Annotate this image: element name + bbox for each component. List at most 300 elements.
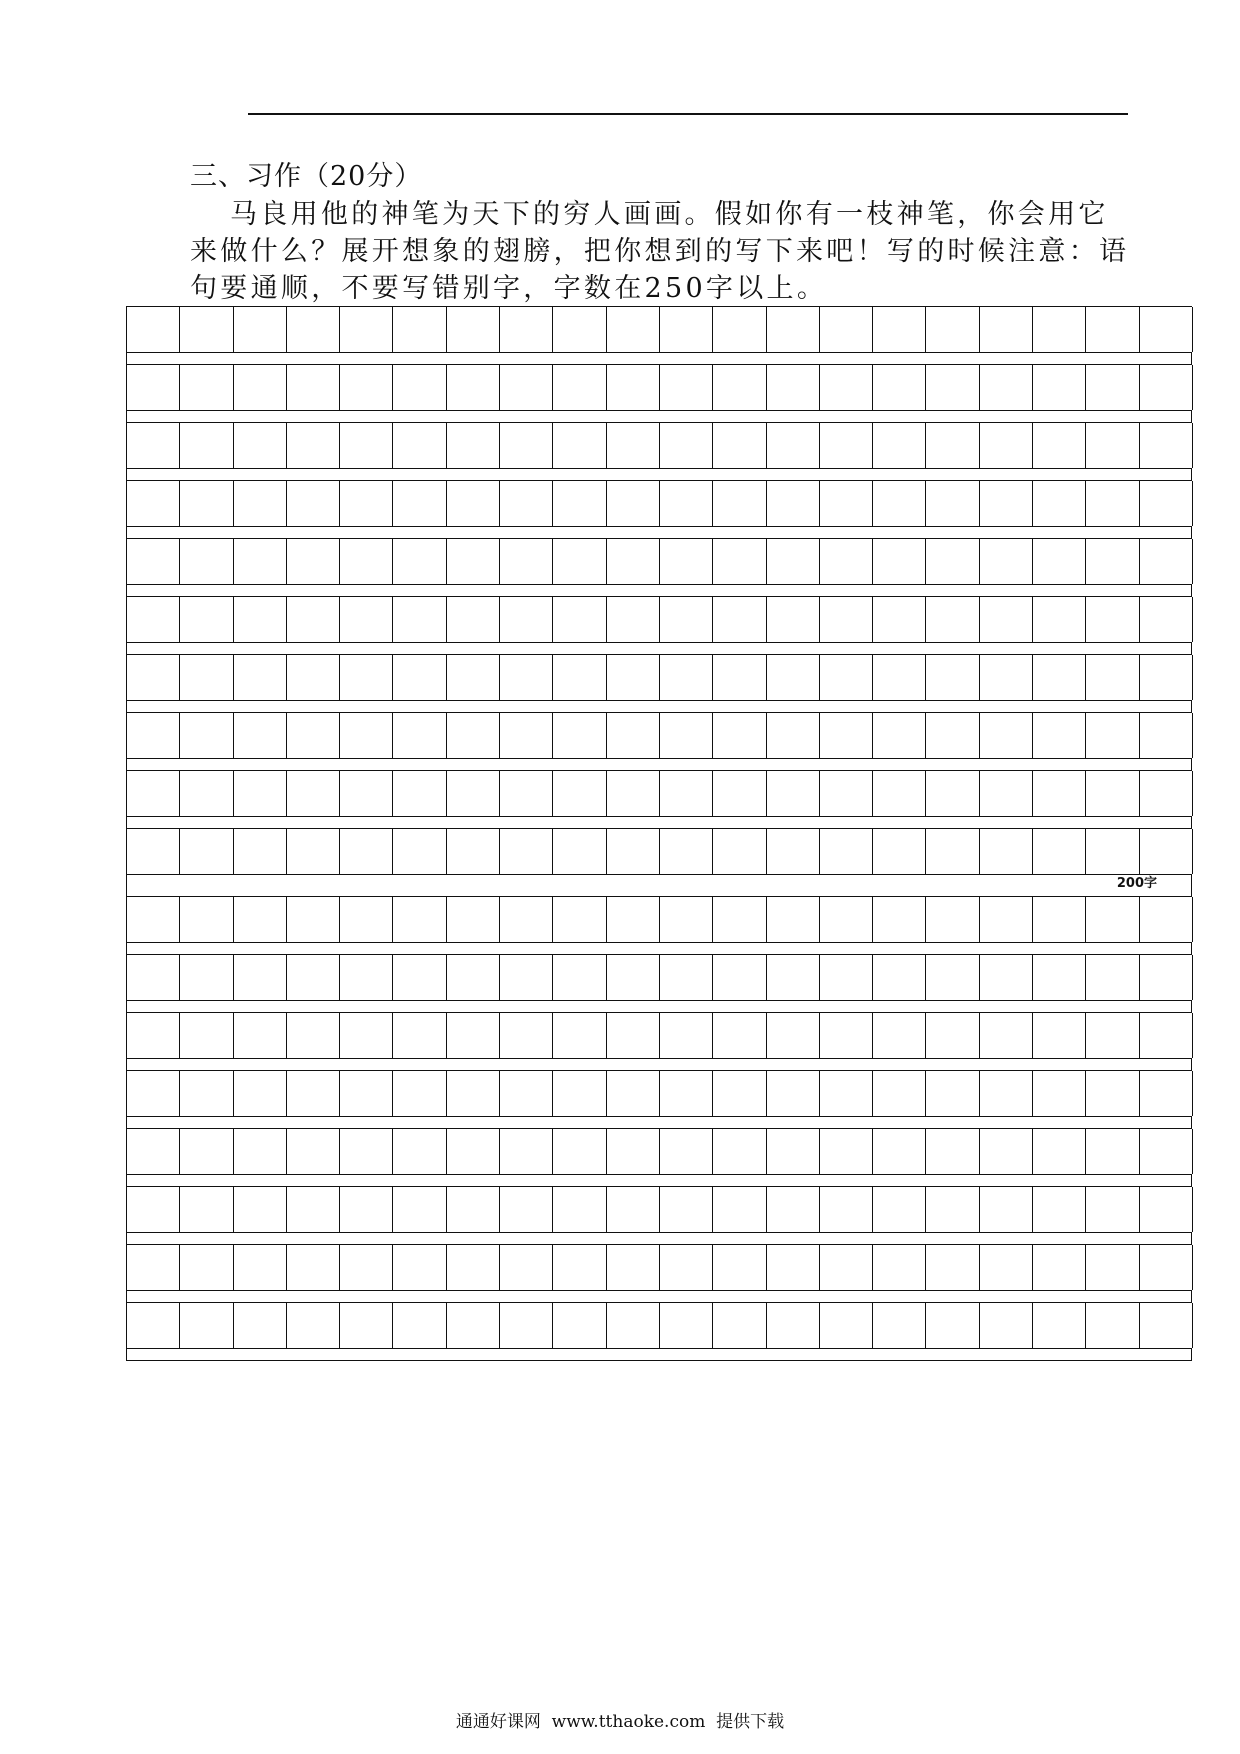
grid-cell[interactable] [926, 365, 979, 410]
grid-cell[interactable] [980, 481, 1033, 526]
grid-cell[interactable] [553, 539, 606, 584]
grid-cell[interactable] [1140, 539, 1193, 584]
grid-cell[interactable] [1033, 365, 1086, 410]
grid-cell[interactable] [1140, 655, 1193, 700]
grid-cell[interactable] [340, 307, 393, 352]
grid-cell[interactable] [1033, 771, 1086, 816]
grid-cell[interactable] [287, 1129, 340, 1174]
grid-cell[interactable] [1086, 655, 1139, 700]
grid-cell[interactable] [447, 655, 500, 700]
grid-cell[interactable] [660, 423, 713, 468]
grid-cell[interactable] [767, 307, 820, 352]
grid-cell[interactable] [287, 423, 340, 468]
grid-cell[interactable] [767, 365, 820, 410]
grid-cell[interactable] [447, 1071, 500, 1116]
grid-cell[interactable] [873, 713, 926, 758]
grid-cell[interactable] [1033, 423, 1086, 468]
grid-cell[interactable] [393, 713, 446, 758]
grid-cell[interactable] [287, 307, 340, 352]
grid-cell[interactable] [607, 1071, 660, 1116]
grid-cell[interactable] [767, 423, 820, 468]
grid-cell[interactable] [287, 1071, 340, 1116]
grid-cell[interactable] [713, 423, 766, 468]
grid-cell[interactable] [1140, 423, 1193, 468]
grid-cell[interactable] [234, 423, 287, 468]
grid-cell[interactable] [1086, 897, 1139, 942]
grid-cell[interactable] [500, 539, 553, 584]
grid-cell[interactable] [447, 713, 500, 758]
grid-cell[interactable] [287, 597, 340, 642]
grid-cell[interactable] [553, 955, 606, 1000]
grid-cell[interactable] [767, 829, 820, 874]
grid-cell[interactable] [660, 1071, 713, 1116]
grid-cell[interactable] [820, 955, 873, 1000]
grid-cell[interactable] [1140, 1013, 1193, 1058]
grid-cell[interactable] [820, 713, 873, 758]
grid-cell[interactable] [1086, 1245, 1139, 1290]
grid-cell[interactable] [873, 365, 926, 410]
grid-cell[interactable] [1033, 1071, 1086, 1116]
grid-cell[interactable] [607, 955, 660, 1000]
grid-cell[interactable] [1033, 597, 1086, 642]
grid-cell[interactable] [980, 897, 1033, 942]
grid-cell[interactable] [660, 1013, 713, 1058]
grid-cell[interactable] [287, 1245, 340, 1290]
grid-cell[interactable] [980, 713, 1033, 758]
grid-cell[interactable] [980, 1303, 1033, 1348]
grid-cell[interactable] [340, 1303, 393, 1348]
grid-cell[interactable] [127, 713, 180, 758]
grid-cell[interactable] [1140, 1129, 1193, 1174]
grid-cell[interactable] [767, 897, 820, 942]
grid-cell[interactable] [287, 771, 340, 816]
grid-cell[interactable] [1033, 1129, 1086, 1174]
grid-cell[interactable] [926, 307, 979, 352]
grid-cell[interactable] [873, 539, 926, 584]
grid-cell[interactable] [287, 1013, 340, 1058]
grid-cell[interactable] [447, 597, 500, 642]
grid-cell[interactable] [127, 1187, 180, 1232]
grid-cell[interactable] [393, 955, 446, 1000]
grid-cell[interactable] [340, 897, 393, 942]
grid-cell[interactable] [1140, 365, 1193, 410]
grid-cell[interactable] [393, 1129, 446, 1174]
grid-cell[interactable] [873, 1303, 926, 1348]
grid-cell[interactable] [234, 897, 287, 942]
grid-cell[interactable] [393, 1187, 446, 1232]
grid-cell[interactable] [180, 713, 233, 758]
grid-cell[interactable] [660, 897, 713, 942]
grid-cell[interactable] [1033, 829, 1086, 874]
grid-cell[interactable] [713, 1245, 766, 1290]
grid-cell[interactable] [553, 897, 606, 942]
grid-cell[interactable] [340, 1129, 393, 1174]
grid-cell[interactable] [234, 1245, 287, 1290]
grid-cell[interactable] [713, 771, 766, 816]
grid-cell[interactable] [500, 365, 553, 410]
grid-cell[interactable] [607, 597, 660, 642]
grid-cell[interactable] [1140, 955, 1193, 1000]
grid-cell[interactable] [234, 365, 287, 410]
grid-cell[interactable] [820, 307, 873, 352]
grid-cell[interactable] [660, 365, 713, 410]
grid-cell[interactable] [500, 955, 553, 1000]
grid-cell[interactable] [1033, 655, 1086, 700]
grid-cell[interactable] [713, 713, 766, 758]
grid-cell[interactable] [500, 771, 553, 816]
grid-cell[interactable] [1033, 1013, 1086, 1058]
grid-cell[interactable] [1140, 897, 1193, 942]
grid-cell[interactable] [127, 423, 180, 468]
grid-cell[interactable] [713, 1303, 766, 1348]
grid-cell[interactable] [607, 1013, 660, 1058]
grid-cell[interactable] [234, 1071, 287, 1116]
grid-cell[interactable] [820, 1187, 873, 1232]
grid-cell[interactable] [926, 829, 979, 874]
grid-cell[interactable] [447, 897, 500, 942]
grid-cell[interactable] [180, 1303, 233, 1348]
grid-cell[interactable] [1086, 597, 1139, 642]
grid-cell[interactable] [180, 1129, 233, 1174]
grid-cell[interactable] [820, 1071, 873, 1116]
grid-cell[interactable] [447, 365, 500, 410]
grid-cell[interactable] [980, 771, 1033, 816]
grid-cell[interactable] [234, 829, 287, 874]
grid-cell[interactable] [447, 1303, 500, 1348]
grid-cell[interactable] [1140, 481, 1193, 526]
grid-cell[interactable] [1086, 539, 1139, 584]
grid-cell[interactable] [767, 1245, 820, 1290]
grid-cell[interactable] [607, 1245, 660, 1290]
grid-cell[interactable] [926, 1129, 979, 1174]
grid-cell[interactable] [234, 1129, 287, 1174]
grid-cell[interactable] [767, 713, 820, 758]
grid-cell[interactable] [820, 597, 873, 642]
grid-cell[interactable] [980, 1129, 1033, 1174]
grid-cell[interactable] [660, 1303, 713, 1348]
grid-cell[interactable] [713, 1129, 766, 1174]
grid-cell[interactable] [873, 481, 926, 526]
grid-cell[interactable] [447, 539, 500, 584]
grid-cell[interactable] [234, 539, 287, 584]
grid-cell[interactable] [553, 597, 606, 642]
grid-cell[interactable] [287, 481, 340, 526]
grid-cell[interactable] [660, 597, 713, 642]
grid-cell[interactable] [287, 897, 340, 942]
grid-cell[interactable] [926, 481, 979, 526]
grid-cell[interactable] [340, 1187, 393, 1232]
grid-cell[interactable] [1140, 1071, 1193, 1116]
grid-cell[interactable] [500, 481, 553, 526]
grid-cell[interactable] [1140, 1303, 1193, 1348]
grid-cell[interactable] [234, 955, 287, 1000]
grid-cell[interactable] [820, 539, 873, 584]
grid-cell[interactable] [500, 1245, 553, 1290]
grid-cell[interactable] [340, 1071, 393, 1116]
grid-cell[interactable] [980, 1187, 1033, 1232]
grid-cell[interactable] [1086, 1303, 1139, 1348]
grid-cell[interactable] [1033, 307, 1086, 352]
grid-cell[interactable] [500, 307, 553, 352]
grid-cell[interactable] [553, 771, 606, 816]
grid-cell[interactable] [553, 655, 606, 700]
grid-cell[interactable] [553, 307, 606, 352]
grid-cell[interactable] [1033, 1187, 1086, 1232]
grid-cell[interactable] [447, 1013, 500, 1058]
grid-cell[interactable] [660, 713, 713, 758]
grid-cell[interactable] [393, 307, 446, 352]
grid-cell[interactable] [340, 481, 393, 526]
grid-cell[interactable] [1033, 897, 1086, 942]
grid-cell[interactable] [607, 829, 660, 874]
grid-cell[interactable] [393, 1071, 446, 1116]
grid-cell[interactable] [873, 655, 926, 700]
grid-cell[interactable] [393, 897, 446, 942]
grid-cell[interactable] [500, 829, 553, 874]
grid-cell[interactable] [340, 713, 393, 758]
grid-cell[interactable] [127, 1013, 180, 1058]
grid-cell[interactable] [607, 655, 660, 700]
grid-cell[interactable] [447, 1245, 500, 1290]
grid-cell[interactable] [767, 481, 820, 526]
grid-cell[interactable] [340, 655, 393, 700]
grid-cell[interactable] [980, 597, 1033, 642]
grid-cell[interactable] [234, 481, 287, 526]
grid-cell[interactable] [926, 423, 979, 468]
grid-cell[interactable] [1033, 955, 1086, 1000]
grid-cell[interactable] [1086, 1013, 1139, 1058]
grid-cell[interactable] [1140, 1187, 1193, 1232]
grid-cell[interactable] [713, 1187, 766, 1232]
grid-cell[interactable] [500, 423, 553, 468]
grid-cell[interactable] [660, 307, 713, 352]
grid-cell[interactable] [926, 1187, 979, 1232]
grid-cell[interactable] [553, 423, 606, 468]
grid-cell[interactable] [500, 1013, 553, 1058]
grid-cell[interactable] [234, 771, 287, 816]
grid-cell[interactable] [980, 539, 1033, 584]
grid-cell[interactable] [926, 771, 979, 816]
grid-cell[interactable] [873, 829, 926, 874]
grid-cell[interactable] [873, 597, 926, 642]
grid-cell[interactable] [926, 1013, 979, 1058]
grid-cell[interactable] [447, 481, 500, 526]
grid-cell[interactable] [180, 307, 233, 352]
grid-cell[interactable] [234, 655, 287, 700]
grid-cell[interactable] [660, 1245, 713, 1290]
grid-cell[interactable] [393, 771, 446, 816]
grid-cell[interactable] [553, 365, 606, 410]
grid-cell[interactable] [447, 423, 500, 468]
grid-cell[interactable] [127, 829, 180, 874]
grid-cell[interactable] [873, 307, 926, 352]
grid-cell[interactable] [607, 1129, 660, 1174]
grid-cell[interactable] [1033, 1303, 1086, 1348]
grid-cell[interactable] [340, 597, 393, 642]
grid-cell[interactable] [553, 1303, 606, 1348]
grid-cell[interactable] [180, 1187, 233, 1232]
grid-cell[interactable] [1140, 1245, 1193, 1290]
grid-cell[interactable] [820, 771, 873, 816]
grid-cell[interactable] [340, 539, 393, 584]
grid-cell[interactable] [553, 829, 606, 874]
grid-cell[interactable] [607, 481, 660, 526]
grid-cell[interactable] [447, 955, 500, 1000]
grid-cell[interactable] [447, 1187, 500, 1232]
grid-cell[interactable] [180, 829, 233, 874]
grid-cell[interactable] [447, 1129, 500, 1174]
grid-cell[interactable] [926, 539, 979, 584]
grid-cell[interactable] [180, 423, 233, 468]
grid-cell[interactable] [287, 713, 340, 758]
grid-cell[interactable] [553, 1245, 606, 1290]
grid-cell[interactable] [980, 1013, 1033, 1058]
grid-cell[interactable] [926, 955, 979, 1000]
grid-cell[interactable] [553, 1013, 606, 1058]
grid-cell[interactable] [1086, 307, 1139, 352]
grid-cell[interactable] [180, 897, 233, 942]
grid-cell[interactable] [980, 365, 1033, 410]
grid-cell[interactable] [447, 829, 500, 874]
grid-cell[interactable] [980, 1071, 1033, 1116]
grid-cell[interactable] [287, 1303, 340, 1348]
grid-cell[interactable] [820, 423, 873, 468]
grid-cell[interactable] [607, 1303, 660, 1348]
grid-cell[interactable] [1033, 539, 1086, 584]
grid-cell[interactable] [127, 539, 180, 584]
grid-cell[interactable] [1086, 829, 1139, 874]
grid-cell[interactable] [180, 539, 233, 584]
grid-cell[interactable] [447, 307, 500, 352]
grid-cell[interactable] [1086, 481, 1139, 526]
grid-cell[interactable] [926, 1303, 979, 1348]
grid-cell[interactable] [127, 307, 180, 352]
grid-cell[interactable] [393, 597, 446, 642]
grid-cell[interactable] [980, 655, 1033, 700]
grid-cell[interactable] [180, 771, 233, 816]
grid-cell[interactable] [180, 955, 233, 1000]
grid-cell[interactable] [1086, 365, 1139, 410]
grid-cell[interactable] [447, 771, 500, 816]
grid-cell[interactable] [500, 597, 553, 642]
grid-cell[interactable] [127, 481, 180, 526]
grid-cell[interactable] [713, 307, 766, 352]
grid-cell[interactable] [873, 423, 926, 468]
grid-cell[interactable] [820, 829, 873, 874]
grid-cell[interactable] [926, 1071, 979, 1116]
grid-cell[interactable] [607, 423, 660, 468]
grid-cell[interactable] [340, 1245, 393, 1290]
grid-cell[interactable] [234, 307, 287, 352]
grid-cell[interactable] [873, 1245, 926, 1290]
grid-cell[interactable] [127, 955, 180, 1000]
grid-cell[interactable] [767, 655, 820, 700]
grid-cell[interactable] [767, 1071, 820, 1116]
grid-cell[interactable] [1033, 481, 1086, 526]
grid-cell[interactable] [607, 771, 660, 816]
grid-cell[interactable] [1086, 1071, 1139, 1116]
grid-cell[interactable] [393, 365, 446, 410]
grid-cell[interactable] [767, 955, 820, 1000]
grid-cell[interactable] [180, 597, 233, 642]
grid-cell[interactable] [1140, 307, 1193, 352]
grid-cell[interactable] [393, 1303, 446, 1348]
grid-cell[interactable] [820, 1129, 873, 1174]
grid-cell[interactable] [607, 897, 660, 942]
grid-cell[interactable] [820, 365, 873, 410]
grid-cell[interactable] [926, 655, 979, 700]
grid-cell[interactable] [287, 1187, 340, 1232]
grid-cell[interactable] [127, 655, 180, 700]
grid-cell[interactable] [1033, 713, 1086, 758]
grid-cell[interactable] [1086, 423, 1139, 468]
grid-cell[interactable] [287, 365, 340, 410]
grid-cell[interactable] [500, 1187, 553, 1232]
grid-cell[interactable] [393, 655, 446, 700]
grid-cell[interactable] [1086, 955, 1139, 1000]
grid-cell[interactable] [340, 955, 393, 1000]
grid-cell[interactable] [1140, 713, 1193, 758]
grid-cell[interactable] [873, 897, 926, 942]
grid-cell[interactable] [553, 713, 606, 758]
grid-cell[interactable] [1086, 1187, 1139, 1232]
grid-cell[interactable] [767, 539, 820, 584]
grid-cell[interactable] [767, 597, 820, 642]
grid-cell[interactable] [127, 365, 180, 410]
grid-cell[interactable] [767, 1303, 820, 1348]
grid-cell[interactable] [607, 713, 660, 758]
writing-grid[interactable] [126, 306, 1192, 1361]
grid-cell[interactable] [713, 1013, 766, 1058]
grid-cell[interactable] [873, 771, 926, 816]
grid-cell[interactable] [1086, 713, 1139, 758]
grid-cell[interactable] [287, 539, 340, 584]
grid-cell[interactable] [234, 1303, 287, 1348]
grid-cell[interactable] [393, 539, 446, 584]
grid-cell[interactable] [180, 1245, 233, 1290]
grid-cell[interactable] [926, 897, 979, 942]
grid-cell[interactable] [980, 423, 1033, 468]
grid-cell[interactable] [234, 713, 287, 758]
grid-cell[interactable] [127, 1303, 180, 1348]
grid-cell[interactable] [393, 481, 446, 526]
grid-cell[interactable] [500, 897, 553, 942]
grid-cell[interactable] [234, 1013, 287, 1058]
grid-cell[interactable] [713, 481, 766, 526]
grid-cell[interactable] [820, 1245, 873, 1290]
grid-cell[interactable] [873, 1129, 926, 1174]
grid-cell[interactable] [500, 1303, 553, 1348]
grid-cell[interactable] [127, 1071, 180, 1116]
grid-cell[interactable] [926, 597, 979, 642]
grid-cell[interactable] [980, 307, 1033, 352]
grid-cell[interactable] [180, 1071, 233, 1116]
grid-cell[interactable] [713, 539, 766, 584]
grid-cell[interactable] [713, 897, 766, 942]
grid-cell[interactable] [607, 365, 660, 410]
grid-cell[interactable] [287, 829, 340, 874]
grid-cell[interactable] [553, 481, 606, 526]
grid-cell[interactable] [820, 655, 873, 700]
grid-cell[interactable] [1140, 829, 1193, 874]
grid-cell[interactable] [820, 1013, 873, 1058]
grid-cell[interactable] [926, 1245, 979, 1290]
grid-cell[interactable] [393, 423, 446, 468]
grid-cell[interactable] [660, 655, 713, 700]
grid-cell[interactable] [340, 365, 393, 410]
grid-cell[interactable] [553, 1129, 606, 1174]
grid-cell[interactable] [127, 771, 180, 816]
